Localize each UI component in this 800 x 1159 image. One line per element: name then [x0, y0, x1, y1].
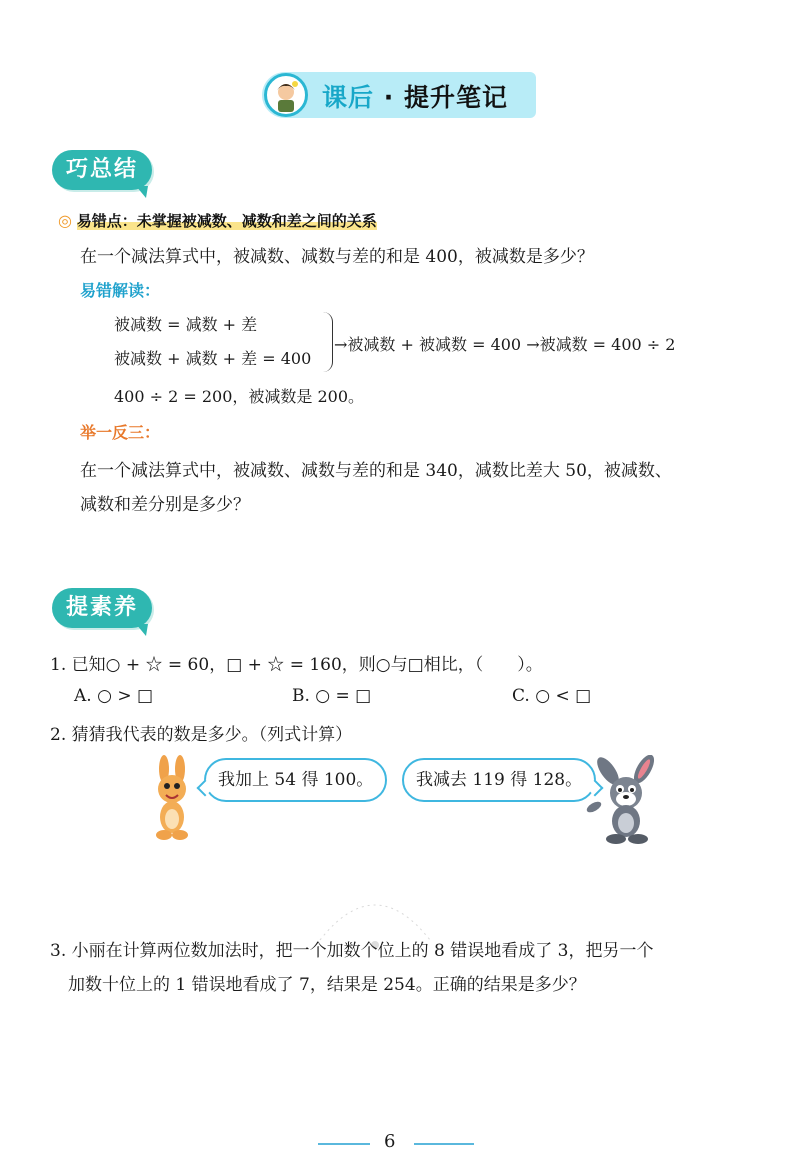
speech-bubble-left-text: 我加上 54 得 100。 — [218, 770, 374, 790]
practice-question-line1: 在一个减法算式中，被减数、减数与差的和是 340，减数比差大 50，被减数、 — [80, 461, 672, 481]
explain-line4: 400 ÷ 2 = 200，被减数是 200。 — [114, 387, 365, 406]
gray-rabbit-icon — [582, 755, 666, 845]
speech-bubble-left — [204, 758, 387, 802]
explain-line2: 被减数 + 减数 + 差 = 400 — [114, 349, 312, 368]
error-point-marker: ◎ — [58, 211, 72, 230]
problem1-option-c: C. ○ < □ — [512, 686, 592, 706]
teacher-avatar-icon — [264, 73, 308, 117]
explain-label: 易错解读： — [80, 281, 161, 300]
orange-rabbit-icon — [140, 755, 206, 841]
error-question: 在一个减法算式中，被减数、减数与差的和是 400，被减数是多少？ — [80, 247, 594, 267]
watermark-seal — [300, 870, 450, 980]
section-literacy-title: 提素养 — [52, 588, 152, 628]
section-summary-title: 巧总结 — [52, 150, 152, 190]
speech-bubble-right — [402, 758, 596, 802]
header-title-part1: 课后 — [322, 83, 375, 112]
error-point-heading — [58, 210, 377, 231]
header-title — [322, 78, 508, 114]
problem1-option-b: B. ○ = □ — [292, 686, 372, 706]
footer-line-right — [414, 1143, 474, 1145]
page-number: 6 — [384, 1131, 396, 1152]
problem2-text: 2. 猜猜我代表的数是多少。（列式计算） — [50, 725, 353, 745]
error-point-label: 易错点：未掌握被减数、减数和差之间的关系 — [76, 212, 377, 230]
problem1-option-a: A. ○ > □ — [74, 686, 154, 706]
explain-line3: →被减数 + 被减数 = 400 →被减数 = 400 ÷ 2 — [334, 335, 676, 354]
practice-question-line2: 减数和差分别是多少？ — [80, 495, 250, 515]
header-title-part2: 提升笔记 — [403, 83, 508, 112]
problem3-line2: 加数十位上的 1 错误地看成了 7，结果是 254。正确的结果是多少？ — [68, 975, 586, 995]
problem3-line1: 3. 小丽在计算两位数加法时，把一个加数个位上的 8 错误地看成了 3，把另一个 — [50, 941, 654, 961]
practice-label: 举一反三： — [80, 423, 161, 442]
header-title-dot: · — [383, 83, 395, 112]
problem1-text: 1. 已知○ + ☆ = 60，□ + ☆ = 160，则○与□相比，（ ）。 — [50, 655, 543, 675]
footer-line-left — [318, 1143, 370, 1145]
explain-line1: 被减数 = 减数 + 差 — [114, 315, 258, 334]
brace — [322, 312, 333, 372]
speech-bubble-right-text: 我减去 119 得 128。 — [416, 770, 583, 790]
